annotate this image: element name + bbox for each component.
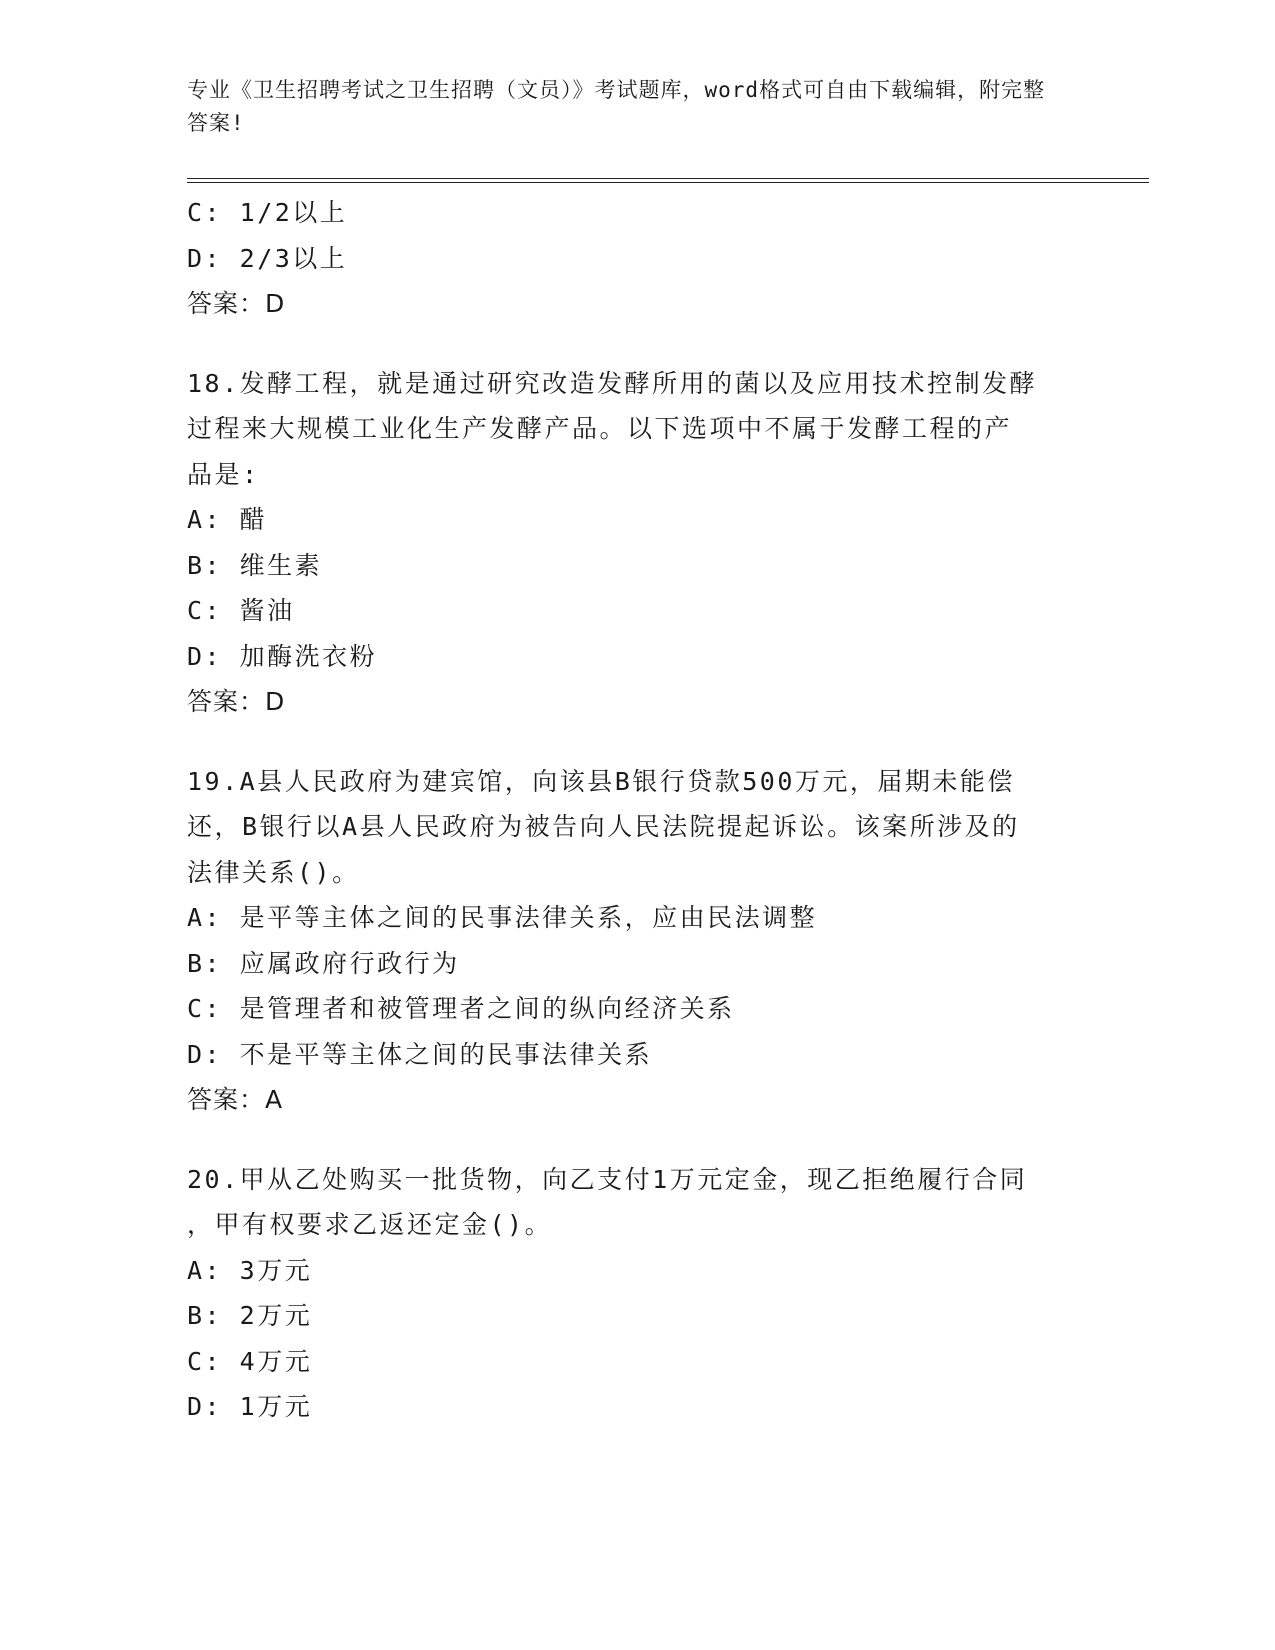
stem-line: ，甲有权要求乙返还定金()。 — [187, 1210, 553, 1239]
option-d: D: 2/3以上 — [187, 243, 348, 273]
stem-line: 20.甲从乙处购买一批货物，向乙支付1万元定金，现乙拒绝履行合同 — [187, 1164, 1028, 1194]
option-b: B: 维生素 — [187, 550, 323, 580]
stem-line: 还，B银行以A县人民政府为被告向人民法院提起诉讼。该案所涉及的 — [187, 812, 1020, 841]
option-d: D: 不是平等主体之间的民事法律关系 — [187, 1039, 653, 1069]
document-header — [187, 74, 1067, 140]
option-a: A: 3万元 — [187, 1255, 313, 1285]
option-a: A: 是平等主体之间的民事法律关系，应由民法调整 — [187, 903, 818, 932]
option-c: C: 酱油 — [187, 596, 295, 625]
question-stem — [187, 1157, 1087, 1248]
header-divider-top — [187, 178, 1149, 179]
question-stem — [187, 759, 1087, 896]
previous-question-continuation — [187, 190, 1087, 327]
header-text: 专业《卫生招聘考试之卫生招聘（文员）》考试题库，word格式可自由下载编辑，附完整答案! — [187, 78, 1046, 135]
question-list — [187, 190, 1087, 1430]
stem-line: 19.A县人民政府为建宾馆，向该县B银行贷款500万元，届期未能偿 — [187, 766, 1015, 796]
answer-line: 答案：A — [187, 1085, 284, 1114]
option-b: B: 应属政府行政行为 — [187, 948, 460, 978]
header-divider-bottom — [187, 182, 1149, 183]
stem-line: 过程来大规模工业化生产发酵产品。以下选项中不属于发酵工程的产 — [187, 414, 1013, 443]
question-stem — [187, 361, 1087, 498]
question-20 — [187, 1157, 1087, 1430]
stem-line: 18.发酵工程，就是通过研究改造发酵所用的菌以及应用技术控制发酵 — [187, 368, 1038, 398]
answer-line: 答案：D — [187, 289, 286, 318]
option-c: C: 是管理者和被管理者之间的纵向经济关系 — [187, 994, 735, 1023]
answer-line: 答案：D — [187, 687, 286, 716]
option-d: D: 加酶洗衣粉 — [187, 641, 378, 671]
option-c: C: 1/2以上 — [187, 198, 348, 227]
question-18 — [187, 361, 1087, 725]
question-19 — [187, 759, 1087, 1123]
option-c: C: 4万元 — [187, 1346, 313, 1376]
option-d: D: 1万元 — [187, 1392, 313, 1421]
stem-line: 品是: — [187, 459, 260, 489]
stem-line: 法律关系()。 — [187, 857, 360, 887]
option-a: A: 醋 — [187, 505, 268, 534]
option-b: B: 2万元 — [187, 1301, 313, 1330]
